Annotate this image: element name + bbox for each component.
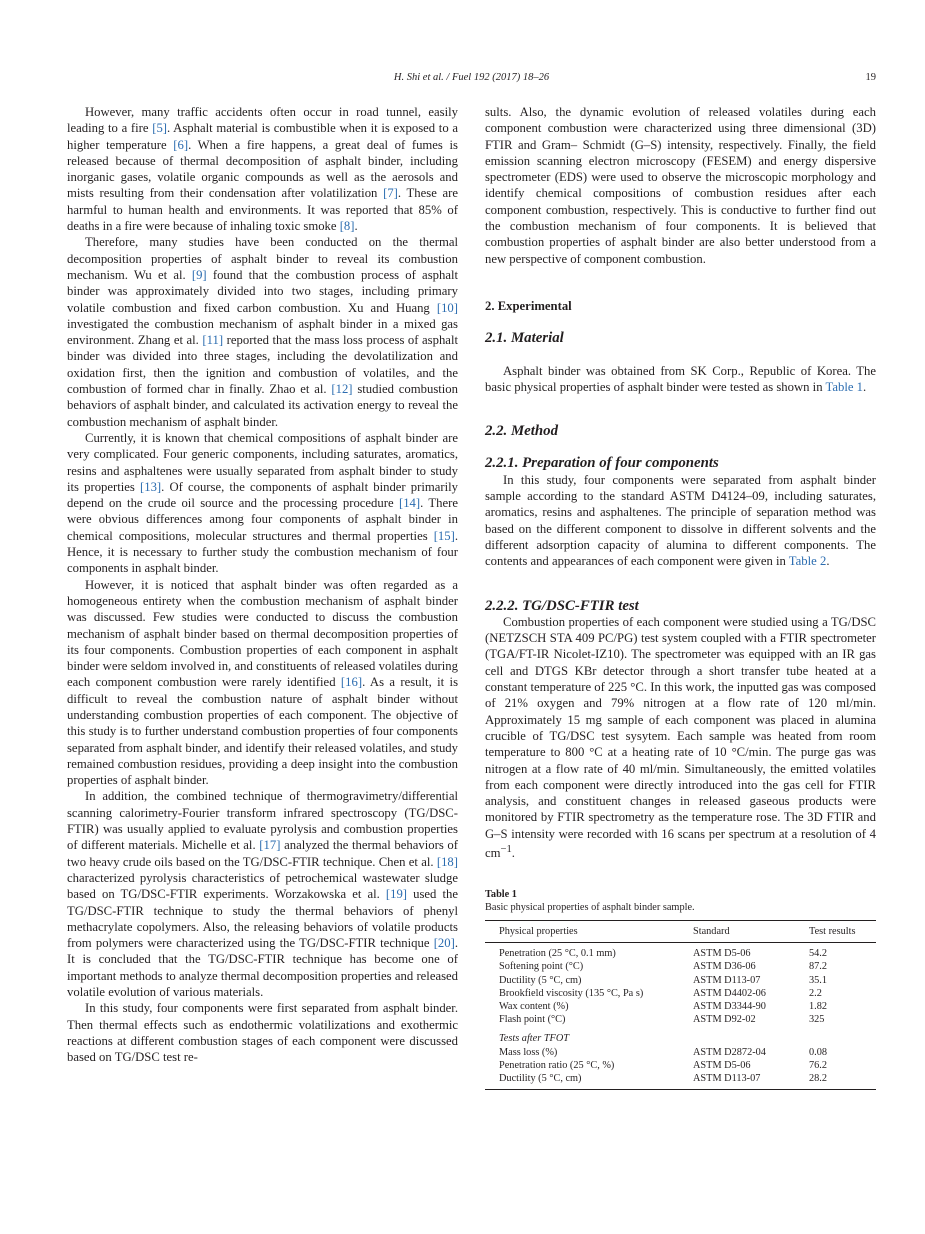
- table-row: [485, 1000, 876, 1013]
- table-cell: 87.2: [809, 961, 828, 973]
- table-cell: ASTM D36-06: [693, 961, 756, 973]
- text-run: reported that the mass loss process of asphalt binder was divided into three stages, including the devolatilization and oxidation first, then the ignition and combustion of volatiles, and the combustion of formed char in finally. Zhao et al.: [67, 333, 458, 397]
- citation-link[interactable]: [13]: [140, 479, 162, 494]
- text-run: . Asphalt material is combustible when it is exposed to a higher temperature: [67, 121, 458, 152]
- text-run: used the TG/DSC-FTIR technique to study the thermal behaviors of phenyl methacrylate copolymers. Also, the releasing behaviors of volatile products from polymers were characterized using the TG/DSC-FTIR technique: [67, 887, 458, 951]
- table-cell: ASTM D92-02: [693, 1014, 756, 1026]
- table-subheading-row: [485, 1026, 876, 1045]
- table-cell: Brookfield viscosity (135 °C, Pa s): [499, 987, 644, 999]
- table-cell: Wax content (%): [499, 1000, 569, 1012]
- table-cell: Mass loss (%): [499, 1046, 558, 1058]
- paragraph: [67, 234, 458, 430]
- citation-link[interactable]: [20]: [433, 936, 455, 951]
- superscript: −1: [500, 843, 512, 855]
- properties-table: [485, 920, 876, 1090]
- section-heading-experimental: 2. Experimental: [485, 298, 572, 313]
- table-cell: 28.2: [809, 1072, 876, 1090]
- table-cell: 35.1: [809, 974, 828, 986]
- table-row: [485, 960, 876, 973]
- citation-link[interactable]: Table 2: [788, 554, 827, 569]
- table-cell: 1.82: [809, 1000, 828, 1012]
- table-subheading: Tests after TFOT: [499, 1033, 570, 1045]
- text-run: . These are harmful to human health and environments. It was reported that 85% of deaths in a fire were because of inhaling toxic smoke: [67, 186, 459, 234]
- text-run: . When a fire happens, a great deal of fumes is released because of thermal decomposition of asphalt binder, including inorganic gases, volatile organic compounds as well as the aerosols and mists resulting from their condensation after volatilization: [67, 137, 458, 201]
- text-run: .: [511, 846, 515, 861]
- paragraph: [67, 430, 458, 577]
- text-run: . Hence, it is necessary to further study the combustion mechanism of four components in asphalt binder.: [67, 528, 458, 576]
- page-number: 19: [865, 72, 876, 83]
- citation-link[interactable]: [7]: [383, 186, 398, 201]
- table-row: [485, 987, 876, 1000]
- citation-link[interactable]: [6]: [173, 137, 189, 152]
- table-cell: ASTM D113-07: [693, 1072, 809, 1090]
- table-cell: ASTM D113-07: [693, 974, 761, 986]
- table-cell: ASTM D5-06: [693, 1059, 751, 1071]
- table-cell: Ductility (5 °C, cm): [499, 974, 582, 986]
- text-run: . There were obvious differences among four components of asphalt binder in chemical compositions, molecular structures and thermal properties: [67, 496, 458, 543]
- paragraph: [67, 577, 458, 789]
- table-cell: 76.2: [809, 1059, 828, 1071]
- paragraph: [485, 104, 876, 267]
- citation-link[interactable]: [16]: [340, 675, 363, 690]
- citation-link[interactable]: [11]: [202, 333, 224, 348]
- citation-link[interactable]: Table 1: [825, 379, 863, 394]
- paragraph: [67, 788, 458, 1000]
- text-run: However, many traffic accidents often occur in road tunnel, easily leading to a fire: [67, 105, 458, 136]
- subsection-heading-preparation: 2.2.1. Preparation of four components: [485, 455, 719, 472]
- citation-link[interactable]: [9]: [191, 267, 207, 282]
- text-run: studied combustion behaviors of asphalt binder, and calculated its activation energy to reveal the combustion mechanism of asphalt binder.: [67, 382, 458, 429]
- table-cell: Flash point (°C): [499, 1014, 566, 1026]
- table-row: [485, 974, 876, 987]
- table-cell: ASTM D2872-04: [693, 1046, 766, 1058]
- subsection-heading-material: 2.1. Material: [485, 330, 564, 347]
- table-header-cell: Standard: [693, 920, 809, 942]
- text-run: In this study, four components were first separated from asphalt binder. Then thermal effects such as endothermic volatilizations and exothermic reactions at different combustion stages of each component were discussed based on TG/DSC test re-: [67, 1001, 458, 1065]
- text-run: Therefore, many studies have been conducted on the thermal decomposition properties of asphalt binder to reveal its combustion mechanism. Wu et al.: [67, 235, 458, 282]
- table-cell: Ductility (5 °C, cm): [485, 1072, 693, 1090]
- citation-link[interactable]: [18]: [436, 854, 458, 869]
- citation-link[interactable]: [12]: [331, 382, 353, 397]
- text-run: investigated the combustion mechanism of asphalt binder in a mixed gas environment. Zhang et al.: [67, 316, 458, 348]
- text-run: Combustion properties of each component were studied using a TG/DSC (NETZSCH STA 409 PC/PG) test system coupled with a FTIR spectrometer (TGA/FT-IR Nicolet-IZ10). The spectrometer was equipped with an IR gas cell and DTGS KBr detector through a short transfer tube heated at a constant temperature of 225 °C. In this work, the inputted gas was composed of 21% oxygen and 79% nitrogen at a flow rate of 120 ml/min. Approximately 15 mg sample of each component was placed in alumina crucible of TG/DSC test sysytem. Each sample was heated from room temperature to 800 °C at a heating rate of 10 °C/min. The purge gas was nitrogen at a flow rate of 40 ml/min. Simultaneously, the emitted volatiles from each component were directly introduced into the gas cell for FTIR analysis, and constituent changes in released gaseous products were monitored by FTIR spectrometry as the temperature rose. The 3D FTIR and G–S intensity were recorded with 16 scans per spectrum at a resolution of 4 cm: [485, 614, 876, 861]
- citation-link[interactable]: [8]: [339, 219, 355, 234]
- table-cell: Softening point (°C): [499, 961, 584, 973]
- citation-link[interactable]: [10]: [436, 300, 458, 315]
- table-label: Table 1: [485, 888, 517, 900]
- text-run: In this study, four components were separated from asphalt binder sample according to the standard ASTM D4124–09, including saturates, aromatics, resins and asphaltenes. The principle of separation method was based on the different component to dissolve in different solvents and the different adsorption capacity of alumina to different components. The contents and appearances of each component were given in: [485, 472, 876, 569]
- text-run: Asphalt binder was obtained from SK Corp., Republic of Korea. The basic physical properties of asphalt binder were tested as shown in: [485, 363, 876, 394]
- paragraph: [485, 472, 876, 570]
- table-row: [485, 1013, 876, 1026]
- paragraph: [485, 363, 876, 396]
- subsection-heading-method: 2.2. Method: [485, 423, 558, 440]
- citation-link[interactable]: [17]: [259, 838, 281, 853]
- table-cell: ASTM D4402-06: [693, 987, 766, 999]
- citation-link[interactable]: [5]: [152, 121, 168, 136]
- table-cell: 2.2: [809, 987, 822, 999]
- text-run: .: [354, 219, 358, 234]
- text-run: found that the combustion process of asphalt binder was approximately divided into two stages, including primary volatile combustion and fixed carbon combustion. Xu and Huang: [67, 267, 458, 315]
- paragraph: [67, 104, 458, 234]
- text-run: . Of course, the components of asphalt binder primarily depend on the crude oil source and the processing procedure: [67, 479, 458, 511]
- text-run: sults. Also, the dynamic evolution of released volatiles during each component combustion were characterized using three dimensional (3D) FTIR and Gram– Schmidt (G–S) intensity, respectively. Finally, the field emission scanning electron microscopy (FESEM) and energy dispersive spectrometer (EDS) were used to observe the microscopic morphology and identify chemical compositions of combustion residues after each component combustion, respectively. This is conductive to further find out the combustion mechanism of four components. It is believed that combustion properties of asphalt binder are also better understood from a new perspective of component combustion.: [485, 105, 876, 266]
- text-run: In addition, the combined technique of thermogravimetry/differential scanning calorimetry-Fourier transform infrared spectroscopy (TG/DSC-FTIR) was usually applied to evaluate pyrolysis and combustion properties of different materials. Michelle et al.: [67, 789, 458, 853]
- subsection-heading-tgdsc: 2.2.2. TG/DSC-FTIR test: [485, 597, 639, 614]
- text-run: . As a result, it is difficult to reveal the combustion nature of asphalt binder without understanding combustion properties of each component. The objective of this study is to further understand combustion properties of four components separated from asphalt binder, and identify their released volatiles, and study remained combustion residues, providing a deep insight into the combustion properties of asphalt binder.: [67, 675, 459, 788]
- text-run: characterized pyrolysis characteristics of petrochemical wastewater sludge based on TG/DSC-FTIR experiments. Worzakowska et al.: [67, 870, 458, 902]
- table-header-cell: Test results: [809, 920, 876, 942]
- table-caption: Basic physical properties of asphalt binder sample.: [485, 901, 695, 913]
- citation-link[interactable]: [19]: [385, 887, 408, 902]
- table-row: [485, 1072, 876, 1090]
- paragraph: [67, 1000, 458, 1065]
- table-1: [485, 888, 876, 1091]
- table-cell: ASTM D3344-90: [693, 1000, 766, 1012]
- text-run: . It is concluded that the TG/DSC-FTIR technique has become one of important methods to analyze thermal decomposition properties and released volatile evolution of various materials.: [67, 936, 458, 1000]
- citation-link[interactable]: [14]: [398, 496, 421, 511]
- running-title: H. Shi et al. / Fuel 192 (2017) 18–26: [393, 72, 550, 83]
- text-run: .: [826, 554, 830, 569]
- running-header: [67, 72, 876, 88]
- table-row: [485, 943, 876, 961]
- table-cell: ASTM D5-06: [693, 948, 751, 960]
- table-header-cell: Physical properties: [485, 920, 693, 942]
- table-cell: 0.08: [809, 1046, 828, 1058]
- text-run: analyzed the thermal behaviors of two heavy crude oils based on the TG/DSC-FTIR technique. Chen et al.: [67, 838, 458, 869]
- left-column: [67, 104, 458, 1066]
- right-column: [485, 104, 876, 1090]
- text-run: However, it is noticed that asphalt binder was often regarded as a homogeneous entirety when the combustion mechanism of asphalt binder was discussed. Few studies were conducted to discuss the combustion mechanism of asphalt binder based on thermal decomposition properties of its four components. Combustion properties of each component in asphalt binder were seldom involved in, and constituents of released volatiles during each component combustion were rarely identified: [67, 577, 458, 690]
- table-cell: 54.2: [809, 948, 828, 960]
- table-cell: 325: [809, 1014, 825, 1026]
- text-run: Currently, it is known that chemical compositions of asphalt binder are very complicated. Four generic components, including saturates, aromatics, resins and asphaltenes were usually separated from asphalt binder to study its properties: [67, 430, 458, 494]
- paragraph: [485, 614, 876, 862]
- table-row: [485, 1059, 876, 1072]
- table-row: [485, 1046, 876, 1059]
- table-cell: Penetration (25 °C, 0.1 mm): [499, 948, 616, 960]
- text-run: .: [863, 379, 867, 394]
- table-cell: Penetration ratio (25 °C, %): [499, 1059, 615, 1071]
- citation-link[interactable]: [15]: [433, 528, 455, 543]
